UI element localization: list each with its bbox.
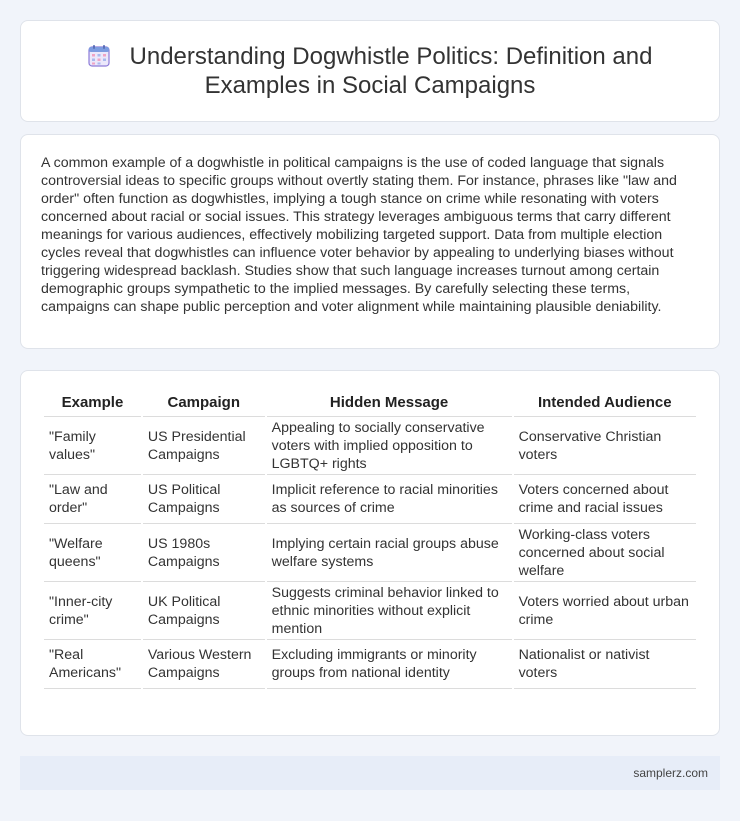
table-row xyxy=(44,640,696,689)
cell-example: "Family values" xyxy=(44,417,141,475)
table-header-row xyxy=(44,389,696,417)
table-row xyxy=(44,524,696,582)
title-card xyxy=(20,20,720,122)
footer-site-link[interactable]: samplerz.com xyxy=(633,766,708,780)
header-intended-audience: Intended Audience xyxy=(514,389,696,417)
cell-campaign: US Political Campaigns xyxy=(143,475,265,524)
cell-campaign: US 1980s Campaigns xyxy=(143,524,265,582)
title-line-1: Understanding Dogwhistle Politics: Definition and xyxy=(129,43,653,70)
cell-campaign: UK Political Campaigns xyxy=(143,582,265,640)
title-line-2: Examples in Social Campaigns xyxy=(204,72,536,99)
cell-hidden-message: Excluding immigrants or minority groups from national identity xyxy=(267,640,512,689)
header-example: Example xyxy=(44,389,141,417)
cell-example: "Inner-city crime" xyxy=(44,582,141,640)
cell-campaign: Various Western Campaigns xyxy=(143,640,265,689)
cell-example: "Real Americans" xyxy=(44,640,141,689)
examples-table xyxy=(42,389,698,689)
cell-example: "Welfare queens" xyxy=(44,524,141,582)
cell-hidden-message: Implying certain racial groups abuse welfare systems xyxy=(267,524,512,582)
footer xyxy=(20,756,720,790)
table-row xyxy=(44,475,696,524)
cell-intended-audience: Conservative Christian voters xyxy=(514,417,696,475)
cell-intended-audience: Nationalist or nativist voters xyxy=(514,640,696,689)
table-row xyxy=(44,417,696,475)
intro-paragraph: A common example of a dogwhistle in political campaigns is the use of coded language that signals controversial ideas to specific groups without overtly stating them. For instance, phrases like "law and order" often function as dogwhistles, implying a tough stance on crime while resonating with voters concerned about racial or social issues. This strategy leverages ambiguous terms that carry different meanings for various audiences, effectively mobilizing targeted support. Data from multiple election cycles reveal that dogwhistles can influence voter behavior by appealing to underlying biases without triggering widespread backlash. Studies show that such language increases turnout among certain demographic groups sympathetic to the implied messages. By carefully selecting these terms, campaigns can shape public perception and voter alignment while maintaining plausible deniability. xyxy=(41,155,677,315)
cell-hidden-message: Appealing to socially conservative voters with implied opposition to LGBTQ+ rights xyxy=(267,417,512,475)
cell-campaign: US Presidential Campaigns xyxy=(143,417,265,475)
header-campaign: Campaign xyxy=(143,389,265,417)
table-row xyxy=(44,582,696,640)
cell-hidden-message: Suggests criminal behavior linked to ethnic minorities without explicit mention xyxy=(267,582,512,640)
cell-intended-audience: Voters worried about urban crime xyxy=(514,582,696,640)
table-card xyxy=(20,370,720,736)
cell-intended-audience: Working-class voters concerned about social welfare xyxy=(514,524,696,582)
calendar-icon xyxy=(88,45,110,67)
intro-card xyxy=(20,134,720,349)
cell-example: "Law and order" xyxy=(44,475,141,524)
header-hidden-message: Hidden Message xyxy=(267,389,512,417)
cell-intended-audience: Voters concerned about crime and racial issues xyxy=(514,475,696,524)
page-title xyxy=(88,42,653,100)
cell-hidden-message: Implicit reference to racial minorities as sources of crime xyxy=(267,475,512,524)
